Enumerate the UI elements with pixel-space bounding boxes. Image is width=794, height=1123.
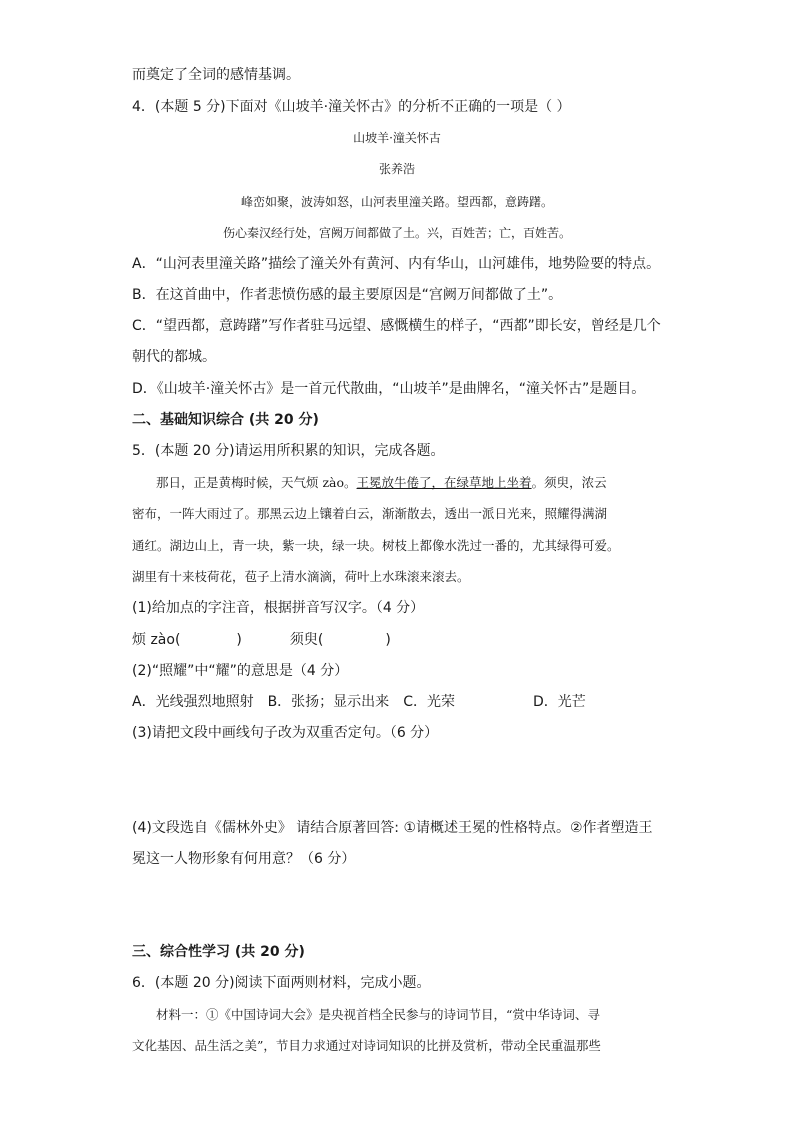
poem-author: 张养浩: [378, 162, 415, 176]
sub-question-1: (1)给加点的字注音，根据拼音写汉字。（4 分）: [132, 600, 425, 616]
sub-question-4-cont: 冕这一人物形象有何用意？（6 分）: [132, 851, 356, 867]
blank-label: 须臾(: [289, 632, 324, 648]
option-a: A．“山河表里潼关路”描绘了潼关外有黄河、内有华山，山河雄伟，地势险要的特点。: [132, 256, 661, 272]
option-d: D．《山坡羊·潼关怀古》是一首元代散曲，“山坡羊”是曲牌名，“潼关怀古”是题目。: [132, 381, 646, 397]
fill-blank-row: 烦 zào( ) 须臾( ): [132, 632, 391, 648]
section-heading: 三、综合性学习 (共 20 分): [132, 944, 305, 960]
poem-title: 山坡羊·潼关怀古: [353, 131, 441, 145]
poem-line: 伤心秦汉经行处，宫阙万间都做了土。兴，百姓苦；亡，百姓苦。: [222, 226, 571, 240]
option-c-cont: 朝代的都城。: [132, 349, 216, 365]
option-b: B．在这首曲中，作者悲愤伤感的最主要原因是“宫阙万间都做了土”。: [132, 287, 563, 303]
choice-a: A．光线强烈地照射: [132, 694, 254, 710]
question-5: 5．(本题 20 分)请运用所积累的知识，完成各题。: [132, 443, 445, 459]
options-row: [132, 692, 586, 712]
question-4: 4．(本题 5 分)下面对《山坡羊·潼关怀古》的分析不正确的一项是（ ）: [132, 99, 571, 115]
material-line: 文化基因、品生活之美”，节目力求通过对诗词知识的比拼及赏析，带动全民重温那些: [132, 1038, 601, 1053]
passage-text: 。须臾，浓云: [531, 475, 607, 490]
question-6: 6．(本题 20 分)阅读下面两则材料，完成小题。: [132, 975, 431, 991]
material-line: 材料一：①《中国诗词大会》是央视首档全民参与的诗词节目，“赏中华诗词、寻: [156, 1007, 600, 1022]
passage-line: [156, 474, 607, 492]
text-line: 而奠定了全词的感情基调。: [132, 67, 300, 83]
choice-c: C．光荣: [403, 694, 455, 710]
passage-line: 湖里有十来枝荷花，苞子上清水滴滴，荷叶上水珠滚来滚去。: [132, 569, 470, 584]
passage-text: 那日，正是黄梅时候，天气烦 zào。: [156, 475, 357, 490]
passage-line: 通红。湖边山上，青一块，紫一块，绿一块。树枝上都像水洗过一番的，尤其绿得可爱。: [132, 538, 620, 553]
underlined-sentence: 王冕放牛倦了，在绿草地上坐着: [356, 475, 532, 490]
section-heading: 二、基础知识综合 (共 20 分): [132, 412, 319, 428]
sub-question-2: (2)“照耀”中“耀”的意思是（4 分）: [132, 663, 349, 679]
sub-question-4: (4)文段选自《儒林外史》 请结合原著回答: ①请概述王冕的性格特点。②作者塑造王: [132, 820, 653, 836]
option-c: C．“望西都，意踌躇”写作者驻马远望、感慨横生的样子，“西都”即长安，曾经是几个: [132, 318, 661, 334]
choice-d: D．光芒: [532, 694, 586, 710]
blank-label: 烦 zào(: [132, 632, 181, 648]
poem-line: 峰峦如聚，波涛如怒，山河表里潼关路。望西都，意踌躇。: [240, 195, 553, 209]
passage-line: 密布，一阵大雨过了。那黑云边上镶着白云，渐渐散去，透出一派日光来，照耀得满湖: [132, 506, 608, 521]
sub-question-3: (3)请把文段中画线句子改为双重否定句。（6 分）: [132, 725, 439, 741]
choice-b: B．张扬；显示出来: [267, 694, 390, 710]
